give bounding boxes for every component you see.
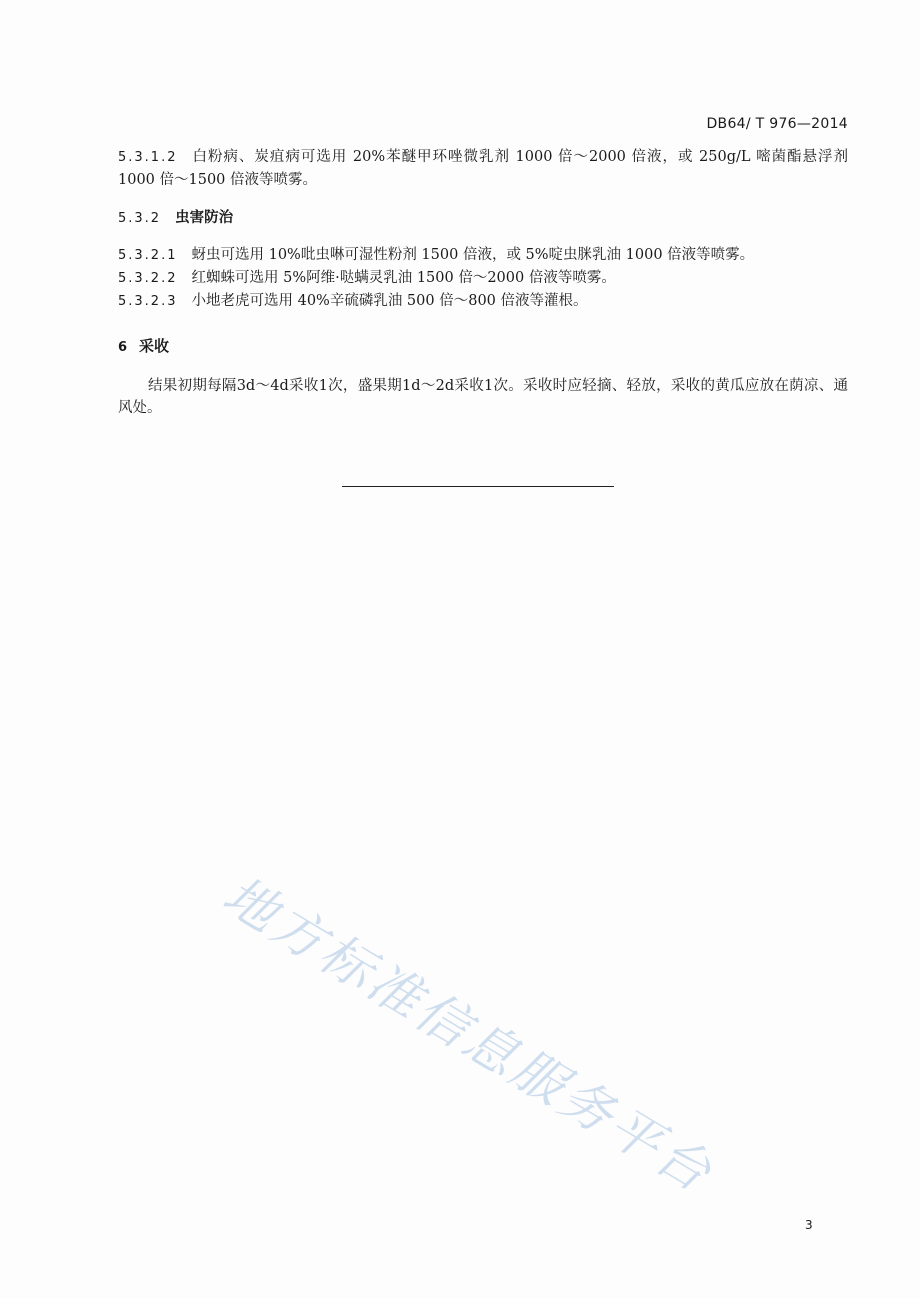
clause-number: 5.3.2.2 <box>118 271 178 286</box>
clause-5-3-2-3 <box>118 290 848 313</box>
clause-number: 5.3.2.3 <box>118 294 178 309</box>
heading-title: 虫害防治 <box>175 210 234 226</box>
heading-title: 采收 <box>139 337 170 355</box>
heading-pest-control <box>118 207 848 230</box>
document-id: DB64/ T 976—2014 <box>706 116 848 132</box>
heading-harvest <box>118 335 848 359</box>
clause-text: 白粉病、炭疽病可选用 20%苯醚甲环唑微乳剂 1000 倍～2000 倍液，或 250g/L 嘧菌酯悬浮剂 1000 倍～1500 倍液等喷雾。 <box>118 149 848 188</box>
page-number: 3 <box>805 1218 813 1232</box>
clause-text: 蚜虫可选用 10%吡虫啉可湿性粉剂 1500 倍液，或 5%啶虫脒乳油 1000 倍液等喷雾。 <box>191 247 755 263</box>
watermark: 地方标准信息服务平台 <box>212 865 724 1206</box>
heading-number: 6 <box>118 340 128 355</box>
clause-text: 红蜘蛛可选用 5%阿维·哒螨灵乳油 1500 倍～2000 倍液等喷雾。 <box>191 270 616 286</box>
end-divider <box>342 486 614 487</box>
harvest-paragraph: 结果初期每隔3d～4d采收1次，盛果期1d～2d采收1次。采收时应轻摘、轻放，采收的黄瓜应放在荫凉、通风处。 <box>118 378 848 416</box>
clause-text: 小地老虎可选用 40%辛硫磷乳油 500 倍～800 倍液等灌根。 <box>191 293 588 309</box>
clause-5-3-2-2 <box>118 267 848 290</box>
document-body <box>118 146 848 419</box>
clause-5-3-2-1 <box>118 244 848 267</box>
clause-number: 5.3.1.2 <box>118 150 178 165</box>
clause-5-3-1-2 <box>118 146 848 191</box>
heading-number: 5.3.2 <box>118 211 162 226</box>
clause-number: 5.3.2.1 <box>118 248 178 263</box>
